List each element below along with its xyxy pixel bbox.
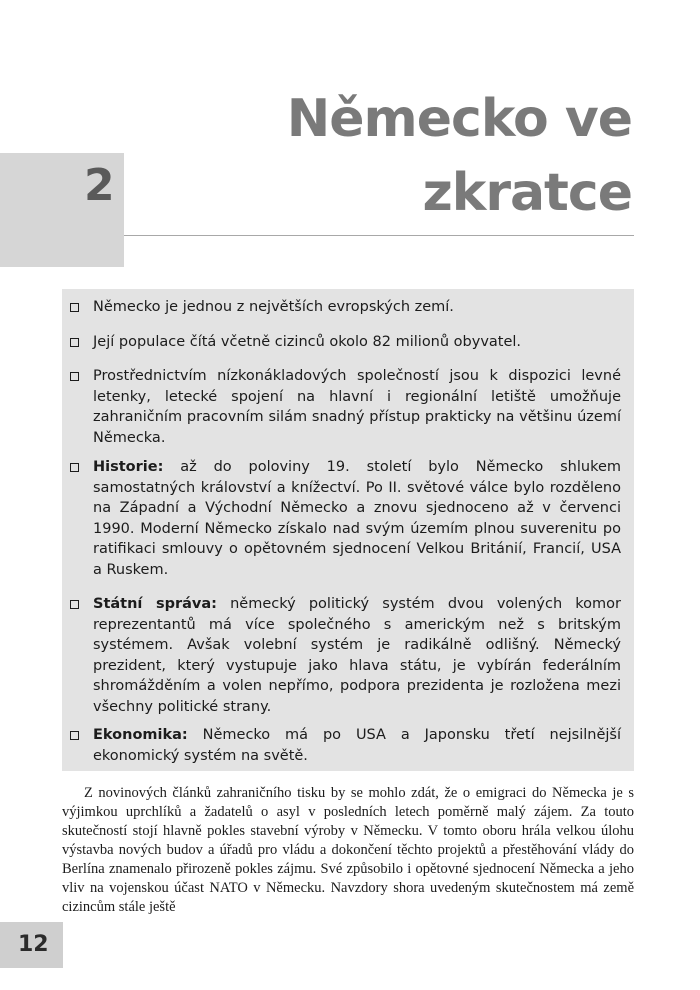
summary-item-label: Historie: xyxy=(93,459,164,475)
title-divider xyxy=(124,235,634,236)
summary-item-text: německý politický systém dvou volených komor reprezentantů má více společného s americkým než s britským systémem. Avšak volební systém je radikálně odlišný. Německý prezident, který vystupuje jako hlava státu, je vybírán federálním shromážděním a volen nepřímo, podpora prezidenta je rozložena mezi všechny politické strany. xyxy=(93,596,622,715)
checkbox-bullet-icon xyxy=(70,338,79,347)
chapter-title xyxy=(287,82,632,230)
chapter-number: 2 xyxy=(84,160,115,211)
checkbox-bullet-icon xyxy=(70,600,79,609)
checkbox-bullet-icon xyxy=(70,303,79,312)
page-number: 12 xyxy=(18,932,49,957)
summary-item-text: Její populace čítá včetně cizinců okolo 82 milionů obyvatel. xyxy=(93,334,522,350)
summary-item-label: Ekonomika: xyxy=(93,727,188,743)
summary-item-label: Státní správa: xyxy=(93,596,217,612)
chapter-title-line-2: zkratce xyxy=(422,163,632,223)
summary-item-text: Německo má po USA a Japonsku třetí nejsilnější ekonomický systém na světě. xyxy=(93,727,621,764)
checkbox-bullet-icon xyxy=(70,372,79,381)
summary-item-text: Německo je jednou z největších evropských zemí. xyxy=(93,299,454,315)
checkbox-bullet-icon xyxy=(70,731,79,740)
chapter-title-line-1: Německo ve xyxy=(286,89,632,149)
summary-item-text: až do poloviny 19. století bylo Německo shlukem samostatných království a knížectví. Po II. světové válce bylo rozděleno na Západní a Východní Německo a znovu sjednoceno až v červenci 1990. Moderní Německo získalo nad svým územím plnou suverenitu po ratifikaci smlouvy o opětovném sjednocení Velkou Británií, Francií, USA a Ruskem. xyxy=(93,459,621,578)
checkbox-bullet-icon xyxy=(70,463,79,472)
summary-item-text: Prostřednictvím nízkonákladových společností jsou k dispozici levné letenky, letecké spojení na hlavní i regionální letiště umožňuje zahraničním pracovním silám snadný přístup prakticky na většinu území Německa. xyxy=(93,368,621,446)
body-paragraph: Z novinových článků zahraničního tisku by se mohlo zdát, že o emigraci do Německa je s výjimkou uprchlíků a žadatelů o asyl v posledních letech poměrně malý zájem. Za touto skutečností stojí hlavně pokles stavební výroby v Německu. V tomto oboru hrála velkou úlohu výstavba nových budov a úřadů pro vládu a dokončení těchto projektů a přestěhování vlády do Berlína znamenalo přirozeně pokles zájmu. Své způsobilo i opětovné sjednocení Německa a jeho vliv na vojenskou účast NATO v Německu. Navzdory shora uvedeným skutečnostem má země cizincům stále ještě xyxy=(62,785,634,915)
